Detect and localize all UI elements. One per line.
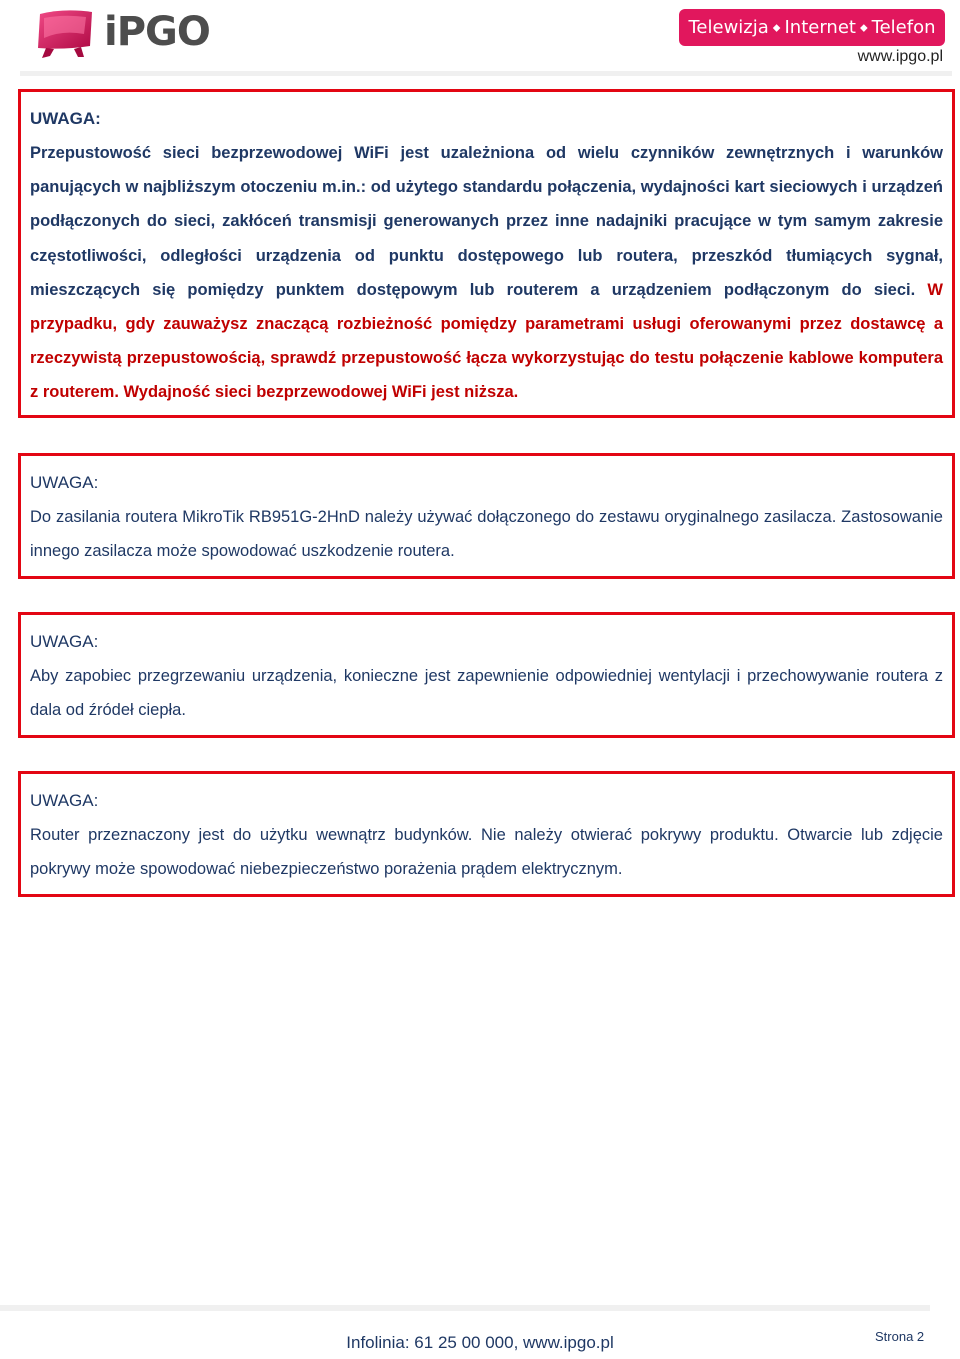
footer-hotline: Infolinia: 61 25 00 000, www.ipgo.pl [346, 1333, 614, 1352]
warning-title: UWAGA: [30, 632, 99, 651]
warning-box-power-supply [18, 453, 955, 579]
footer-divider [0, 1305, 930, 1311]
tagline-item-internet: Internet [784, 17, 856, 38]
header-divider [20, 71, 952, 76]
ipgo-logo [30, 4, 220, 66]
warning-title: UWAGA: [30, 473, 99, 492]
diamond-separator-icon: ⬥ [772, 21, 781, 34]
tagline-banner [679, 9, 945, 46]
warning-body: Router przeznaczony jest do użytku wewnątrz budynków. Nie należy otwierać pokrywy produktu. Otwarcie lub zdjęcie pokrywy może spowodować niebezpieczeństwo porażenia prądem elektrycznym. [30, 826, 943, 879]
warning-box-ventilation [18, 612, 955, 738]
tv-logo-icon [34, 8, 96, 60]
page-number: Strona 2 [875, 1329, 925, 1344]
tagline-item-phone: Telefon [871, 17, 936, 38]
warning-title: UWAGA: [30, 109, 101, 128]
tagline-item-tv: Telewizja [688, 17, 769, 38]
warning-title: UWAGA: [30, 791, 99, 810]
warning-body-navy-text: Przepustowość sieci bezprzewodowej WiFi jest uzależniona od wielu czynników zewnętrznych i warunków panujących w najbliższym otoczeniu m.in.: od użytego standardu połączenia, wydajności kart sieciowych i urządzeń podłączonych do sieci, zakłóceń transmisji generowanych przez inne nadajniki pracujące w tym samym zakresie częstotliwości, odległości urządzenia od punktu dostępowego lub routera, przeszkód tłumiących sygnał, mieszczących się pomiędzy punktem dostępowym lub routerem a urządzeniem podłączonym do sieci. [30, 144, 943, 299]
header-site-url[interactable]: www.ipgo.pl [857, 48, 943, 65]
warning-body: Do zasilania routera MikroTik RB951G-2HnD należy używać dołączonego do zestawu oryginalnego zasilacza. Zastosowanie innego zasilacza może spowodować uszkodzenie routera. [30, 508, 943, 561]
page-header [0, 0, 960, 80]
warning-body: Aby zapobiec przegrzewaniu urządzenia, konieczne jest zapewnienie odpowiedniej wentylacji i przechowywanie routera z dala od źródeł ciepła. [30, 667, 943, 720]
diamond-separator-icon: ⬥ [859, 21, 868, 34]
warning-body [30, 136, 943, 410]
warning-box-wifi [18, 89, 955, 418]
logo-wordmark: iPGO [104, 9, 210, 55]
warning-box-indoor-use [18, 771, 955, 897]
warning-body-red-text: W przypadku, gdy zauważysz znaczącą rozbieżność pomiędzy parametrami usługi oferowanymi przez dostawcę a rzeczywistą przepustowością, sprawdź przepustowość łącza wykorzystując do testu połączenie kablowe komputera z routerem. Wydajność sieci bezprzewodowej WiFi jest niższa. [30, 280, 943, 402]
